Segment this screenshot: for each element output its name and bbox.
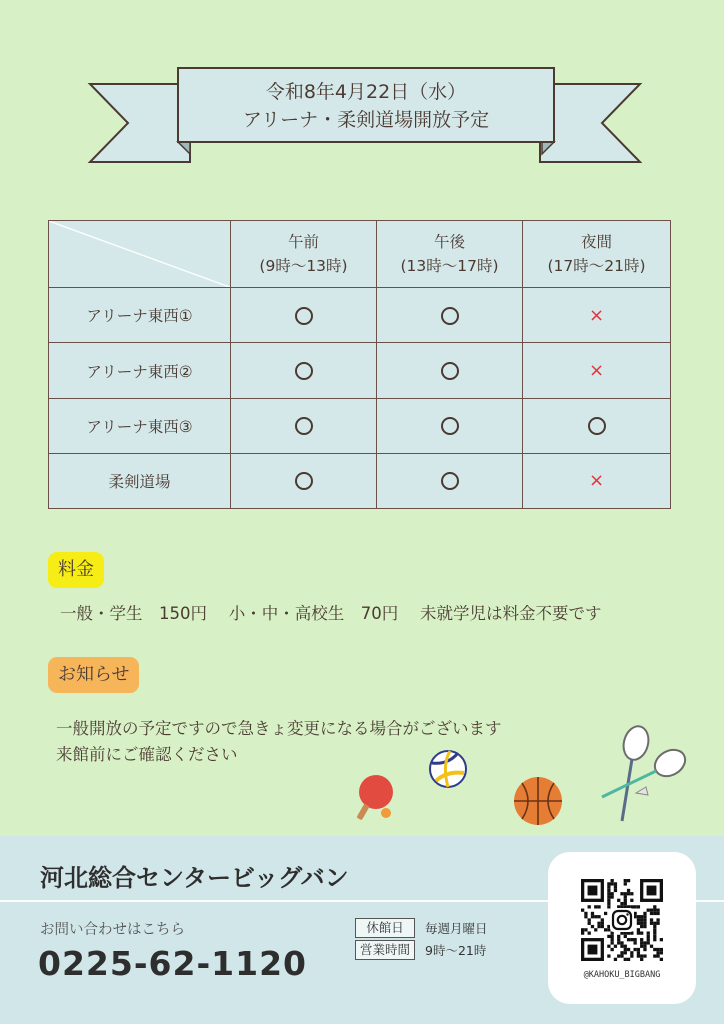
contact-label: お問い合わせはこちら — [40, 922, 185, 938]
column-header-night: 夜間 (17時〜21時) — [523, 221, 671, 288]
table-row — [49, 288, 671, 343]
opening-hours-label: 営業時間 — [355, 940, 415, 960]
facility-name: 河北総合センタービッグバン — [40, 864, 349, 892]
table-row — [49, 398, 671, 453]
fee-badge: 料金 — [48, 552, 104, 588]
opening-hours-value: 9時〜21時 — [425, 943, 487, 958]
page-title: アリーナ・柔剣道場開放予定 — [242, 109, 490, 131]
available-mark — [295, 362, 313, 380]
badminton-icon — [596, 725, 692, 825]
phone-number[interactable]: 0225-62-1120 — [38, 944, 308, 983]
available-mark — [295, 472, 313, 490]
notice-line-2: 来館前にご確認ください — [56, 745, 238, 764]
unavailable-mark: × — [588, 360, 605, 381]
qr-code-icon[interactable] — [581, 879, 663, 961]
available-mark — [441, 307, 459, 325]
availability-cell — [377, 343, 523, 398]
schedule-header-row — [49, 221, 671, 288]
closed-days-label: 休館日 — [355, 918, 415, 938]
availability-cell — [523, 288, 671, 343]
ping-pong-icon — [352, 772, 402, 824]
availability-cell — [377, 398, 523, 453]
column-header-afternoon: 午後 (13時〜17時) — [377, 221, 523, 288]
availability-cell — [523, 453, 671, 508]
table-row — [49, 343, 671, 398]
availability-cell — [523, 398, 671, 453]
availability-cell — [377, 288, 523, 343]
corner-cell — [49, 221, 231, 288]
title-ribbon-text — [178, 70, 554, 142]
opening-hours-row — [355, 940, 486, 960]
row-label: アリーナ東西③ — [49, 398, 231, 453]
available-mark — [295, 307, 313, 325]
availability-cell — [231, 453, 377, 508]
volleyball-icon — [428, 749, 468, 789]
available-mark — [588, 417, 606, 435]
availability-cell — [377, 453, 523, 508]
available-mark — [441, 472, 459, 490]
available-mark — [295, 417, 313, 435]
basketball-icon — [512, 775, 564, 827]
closed-days-row — [355, 918, 488, 938]
closed-days-value: 毎週月曜日 — [425, 921, 488, 936]
row-label: アリーナ東西② — [49, 343, 231, 398]
notice-badge: お知らせ — [48, 657, 139, 693]
available-mark — [441, 362, 459, 380]
instagram-qr-card[interactable] — [548, 852, 696, 1004]
unavailable-mark: × — [588, 304, 605, 326]
availability-cell — [231, 288, 377, 343]
schedule-table — [48, 220, 671, 509]
notice-line-1: 一般開放の予定ですので急きょ変更になる場合がございます — [56, 719, 502, 738]
event-date: 令和8年4月22日（水） — [265, 81, 467, 103]
availability-cell — [231, 343, 377, 398]
row-label: 柔剣道場 — [49, 453, 231, 508]
column-header-morning: 午前 (9時〜13時) — [231, 221, 377, 288]
table-row — [49, 453, 671, 508]
instagram-handle[interactable]: @KAHOKU_BIGBANG — [583, 970, 661, 980]
availability-cell — [523, 343, 671, 398]
unavailable-mark: × — [588, 470, 605, 492]
fee-text: 一般・学生 150円 小・中・高校生 70円 未就学児は料金不要です — [60, 604, 602, 623]
instagram-icon — [610, 908, 634, 932]
row-label: アリーナ東西① — [49, 288, 231, 343]
available-mark — [441, 417, 459, 435]
availability-cell — [231, 398, 377, 453]
